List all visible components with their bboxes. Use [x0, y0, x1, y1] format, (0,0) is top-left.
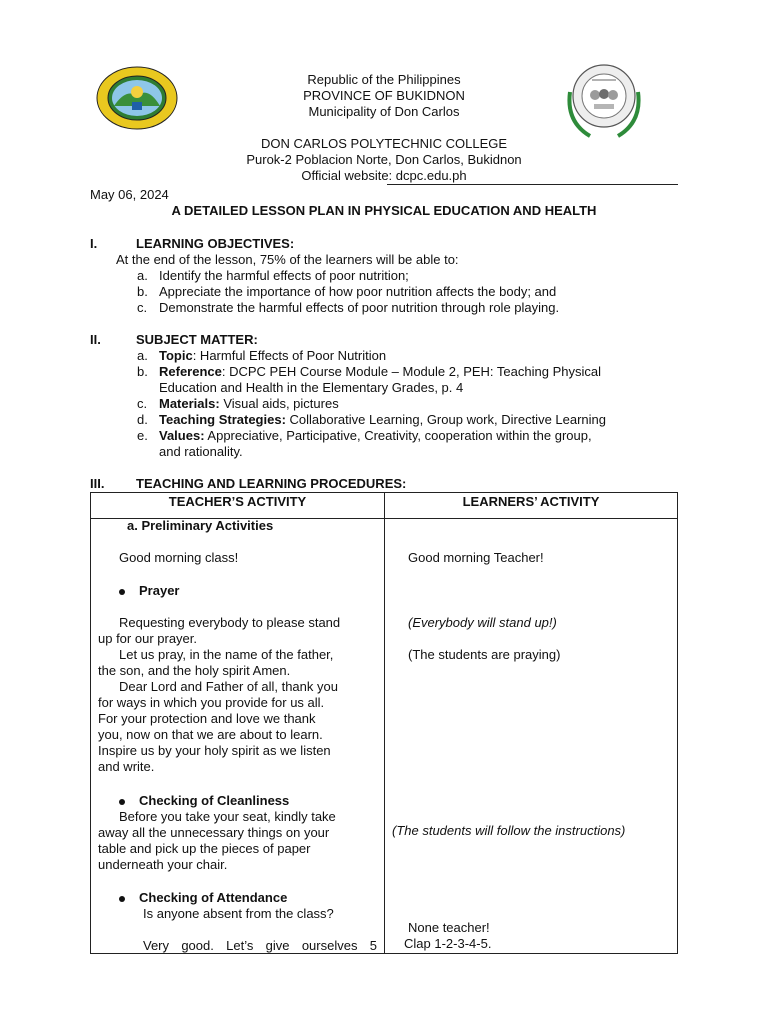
teacher-very-good: Very good. Let’s give ourselves 5	[143, 938, 377, 953]
teacher-greeting: Good morning class!	[119, 550, 239, 565]
bullet-icon	[119, 896, 125, 902]
section-3-heading	[90, 476, 406, 491]
subject-value: Visual aids, pictures	[219, 396, 339, 411]
header-republic: Republic of the Philippines	[307, 72, 461, 87]
teacher-prayer-line: Inspire us by your holy spirit as we listen	[98, 743, 331, 758]
teacher-cleanliness-text	[98, 809, 378, 873]
learner-none: None teacher!	[408, 920, 490, 935]
objective-letter: a.	[137, 268, 148, 283]
cleanliness-heading	[119, 793, 289, 809]
document-date: May 06, 2024	[90, 187, 169, 202]
subject-letter: e.	[137, 428, 148, 443]
subject-letter: a.	[137, 348, 148, 363]
subject-item-values	[159, 428, 592, 444]
bullet-icon	[119, 799, 125, 805]
subject-item-strategies	[159, 412, 606, 428]
teacher-prayer-line: For your protection and love we thank	[98, 711, 316, 726]
subject-value: Appreciative, Participative, Creativity, cooperation within the group,	[204, 428, 592, 443]
prayer-heading	[119, 583, 179, 599]
subject-label: Teaching Strategies:	[159, 412, 286, 427]
objective-letter: b.	[137, 284, 148, 299]
subject-letter: d.	[137, 412, 148, 427]
teacher-cleanliness-line: away all the unnecessary things on your	[98, 825, 330, 840]
teacher-cleanliness-line: Before you take your seat, kindly take	[119, 809, 336, 824]
teacher-prayer-line: Requesting everybody to please stand	[119, 615, 341, 630]
prayer-heading-text: Prayer	[139, 583, 180, 598]
bullet-icon	[119, 589, 125, 595]
learner-follow-instructions: (The students will follow the instructions)	[392, 823, 626, 838]
teacher-prayer-line: Let us pray, in the name of the father,	[119, 647, 334, 662]
subject-label: Values:	[159, 428, 205, 443]
learner-praying: (The students are praying)	[408, 647, 561, 662]
objective-item: Identify the harmful effects of poor nutrition;	[159, 268, 409, 283]
document-title: A DETAILED LESSON PLAN IN PHYSICAL EDUCATION AND HEALTH	[171, 203, 597, 218]
objective-item: Demonstrate the harmful effects of poor nutrition through role playing.	[159, 300, 560, 315]
section-2-heading	[90, 332, 258, 347]
section-3-title: TEACHING AND LEARNING PROCEDURES:	[136, 476, 407, 491]
section-2-title: SUBJECT MATTER:	[136, 332, 258, 347]
section-1-number: I.	[90, 236, 98, 251]
subject-label: Topic	[159, 348, 193, 363]
teacher-prayer-line: for ways in which you provide for us all.	[98, 695, 325, 710]
learner-stand: (Everybody will stand up!)	[408, 615, 557, 630]
subject-item-topic	[159, 348, 386, 364]
teacher-prayer-line: you, now on that we are about to learn.	[98, 727, 323, 742]
objectives-intro: At the end of the lesson, 75% of the learners will be able to:	[116, 252, 459, 267]
subject-letter: b.	[137, 364, 148, 379]
procedures-table	[90, 492, 678, 954]
subject-value: : Harmful Effects of Poor Nutrition	[192, 348, 387, 363]
teacher-cleanliness-line: underneath your chair.	[98, 857, 228, 872]
section-2-number: II.	[90, 332, 101, 347]
learner-clap: Clap 1-2-3-4-5.	[404, 936, 492, 951]
subject-value-continued: Education and Health in the Elementary Grades, p. 4	[159, 380, 464, 395]
teacher-prayer-line: the son, and the holy spirit Amen.	[98, 663, 291, 678]
table-column-divider	[384, 493, 385, 953]
subject-value: : DCPC PEH Course Module – Module 2, PEH: Teaching Physical	[221, 364, 601, 379]
preliminary-activities-heading: a. Preliminary Activities	[127, 518, 274, 533]
subject-value: Collaborative Learning, Group work, Directive Learning	[285, 412, 607, 427]
attendance-heading-text: Checking of Attendance	[139, 890, 288, 905]
learner-greeting: Good morning Teacher!	[408, 550, 544, 565]
section-1-title: LEARNING OBJECTIVES:	[136, 236, 295, 251]
teacher-attendance-question: Is anyone absent from the class?	[143, 906, 334, 921]
teacher-prayer-line: and write.	[98, 759, 155, 774]
header-province: PROVINCE OF BUKIDNON	[303, 88, 465, 103]
teacher-activity-header: TEACHER’S ACTIVITY	[168, 494, 307, 509]
teacher-cleanliness-line: table and pick up the pieces of paper	[98, 841, 311, 856]
teacher-prayer-line: up for our prayer.	[98, 631, 197, 646]
section-3-number: III.	[90, 476, 105, 491]
objective-item: Appreciate the importance of how poor nutrition affects the body; and	[159, 284, 557, 299]
objective-letter: c.	[137, 300, 148, 315]
teacher-prayer-text	[98, 615, 378, 775]
attendance-heading	[119, 890, 287, 906]
teacher-prayer-line: Dear Lord and Father of all, thank you	[119, 679, 338, 694]
learner-activity-header: LEARNERS’ ACTIVITY	[462, 494, 600, 509]
header-divider	[387, 184, 678, 185]
subject-item-reference	[159, 364, 601, 380]
header-college-name: DON CARLOS POLYTECHNIC COLLEGE	[260, 136, 508, 151]
subject-item-materials	[159, 396, 339, 412]
header-website: Official website: dcpc.edu.ph	[301, 168, 467, 183]
cleanliness-heading-text: Checking of Cleanliness	[139, 793, 290, 808]
subject-letter: c.	[137, 396, 148, 411]
subject-value-continued: and rationality.	[159, 444, 243, 459]
header-address: Purok-2 Poblacion Norte, Don Carlos, Bukidnon	[246, 152, 522, 167]
subject-label: Materials:	[159, 396, 220, 411]
subject-label: Reference	[159, 364, 222, 379]
section-1-heading	[90, 236, 294, 251]
header-municipality: Municipality of Don Carlos	[308, 104, 460, 119]
